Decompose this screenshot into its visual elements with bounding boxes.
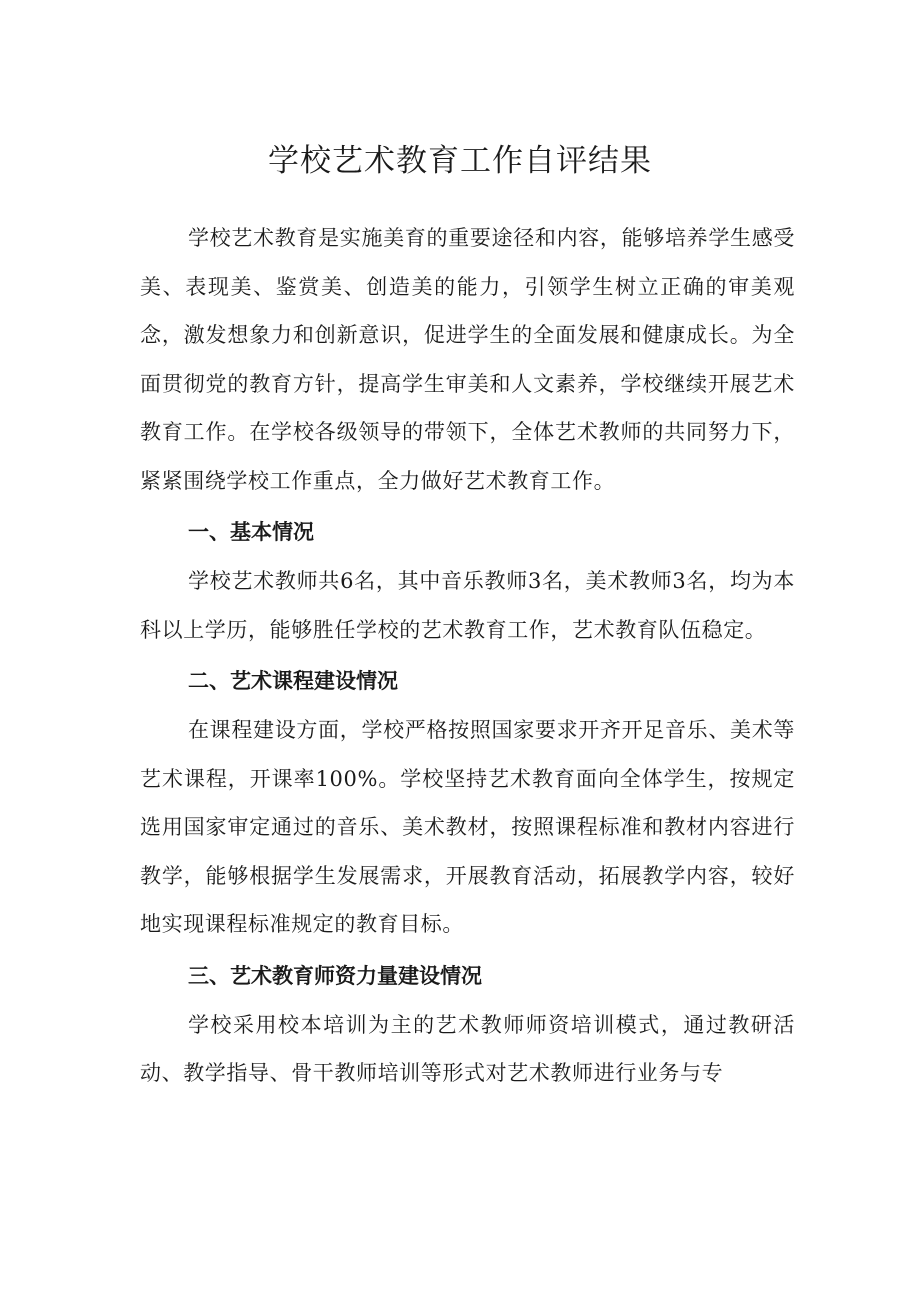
section-paragraph-basic: 学校艺术教师共6名，其中音乐教师3名，美术教师3名，均为本科以上学历，能够胜任学校的艺术教育工作，艺术教育队伍稳定。: [140, 569, 795, 642]
document-title: 学校艺术教育工作自评结果: [268, 143, 652, 179]
section-heading-curriculum: 二、艺术课程建设情况: [188, 669, 398, 693]
section-heading-basic: 一、基本情况: [188, 520, 314, 544]
section-heading-teachers: 三、艺术教育师资力量建设情况: [188, 963, 482, 988]
section-paragraph-teachers: 学校采用校本培训为主的艺术教师师资培训模式，通过教研活动、教学指导、骨干教师培训等形式对艺术教师进行业务与专: [140, 1012, 795, 1085]
intro-paragraph: 学校艺术教育是实施美育的重要途径和内容，能够培养学生感受美、表现美、鉴赏美、创造美的能力，引领学生树立正确的审美观念，激发想象力和创新意识，促进学生的全面发展和健康成长。为全面贯彻党的教育方针，提高学生审美和人文素养，学校继续开展艺术教育工作。在学校各级领导的带领下，全体艺术教师的共同努力下，紧紧围绕学校工作重点，全力做好艺术教育工作。: [140, 226, 795, 493]
section-paragraph-curriculum: 在课程建设方面，学校严格按照国家要求开齐开足音乐、美术等艺术课程，开课率100%。学校坚持艺术教育面向全体学生，按规定选用国家审定通过的音乐、美术教材，按照课程标准和教材内容进行教学，能够根据学生发展需求，开展教育活动，拓展教学内容，较好地实现课程标准规定的教育目标。: [140, 718, 795, 936]
document-body: [140, 214, 795, 1098]
